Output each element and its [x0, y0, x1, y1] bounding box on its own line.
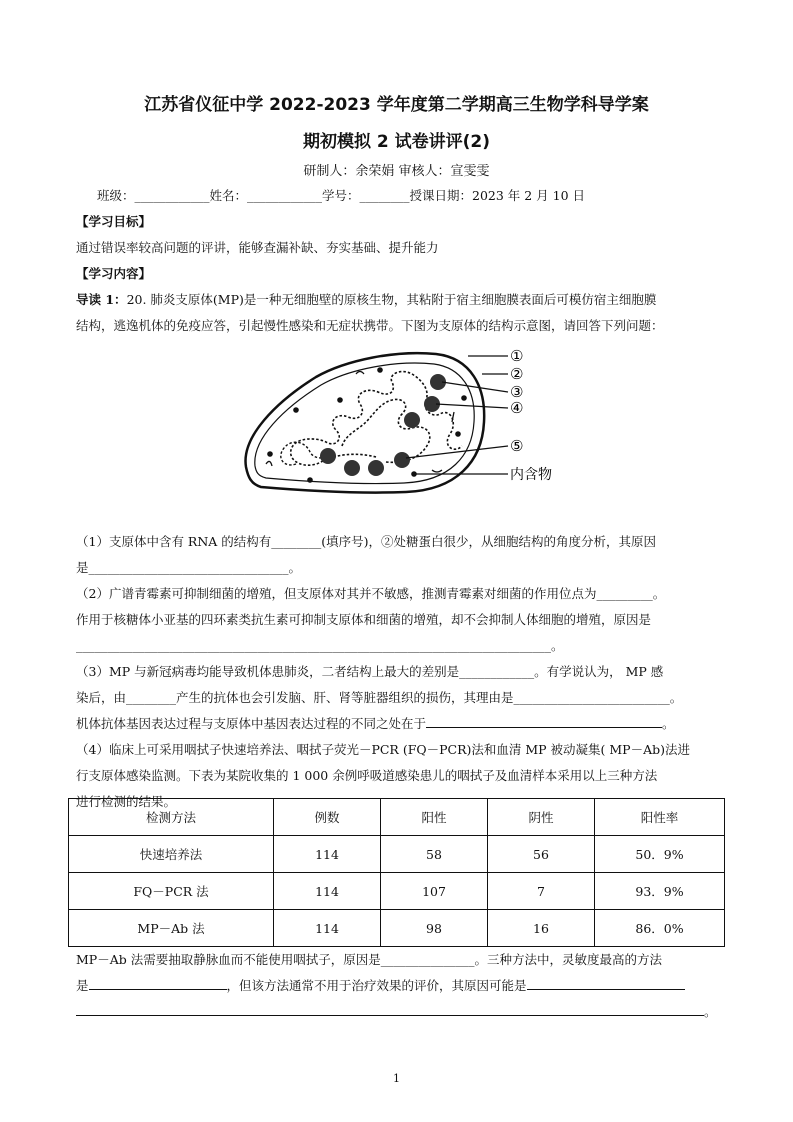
table-cell: 56: [488, 836, 595, 873]
table-cell: 7: [488, 873, 595, 910]
results-table: [68, 798, 725, 947]
document-title: 江苏省仪征中学 2022-2023 学年度第二学期高三生物学科导学案: [144, 95, 649, 115]
q3-line-3: 机体抗体基因表达过程与支原体中基因表达过程的不同之处在于 。: [76, 716, 675, 731]
q1-line-1: （1）支原体中含有 RNA 的结构有________(填序号)，②处糖蛋白很少，从细胞结构的角度分析，其原因: [76, 534, 657, 549]
page-number: 1: [393, 1072, 400, 1085]
after-line-2b: ，但该方法通常不用于治疗效果的评价，其原因可能是: [226, 978, 527, 993]
label-3: ③: [510, 383, 524, 401]
answer-blank: [527, 977, 685, 991]
table-header: 阳性: [381, 799, 488, 836]
table-row: [69, 836, 725, 873]
q4-line-1: （4）临床上可采用咽拭子快速培养法、咽拭子荧光－PCR (FQ－PCR)法和血清 MP 被动凝集( MP－Ab)法进: [76, 742, 690, 757]
table-header: 例数: [274, 799, 381, 836]
table-header: 检测方法: [69, 799, 274, 836]
answer-blank: [426, 715, 662, 729]
intro-line-2: 结构，逃逸机体的免疫应答，引起慢性感染和无症状携带。下图为支原体的结构示意图，请回答下列问题：: [76, 318, 664, 333]
after-line-2a: 是: [76, 978, 89, 993]
table-header: 阴性: [488, 799, 595, 836]
answer-blank: [89, 977, 227, 991]
table-cell: MP－Ab 法: [69, 910, 274, 947]
table-cell: FQ－PCR 法: [69, 873, 274, 910]
document-subtitle: 期初模拟 2 试卷讲评(2): [302, 132, 491, 152]
table-cell: 98: [381, 910, 488, 947]
after-line-1: MP－Ab 法需要抽取静脉血而不能使用咽拭子，原因是_______________。三种方法中，灵敏度最高的方法: [76, 952, 662, 967]
table-cell: 114: [274, 873, 381, 910]
table-cell: 93．9%: [595, 873, 725, 910]
q3-line-1: （3）MP 与新冠病毒均能导致机体患肺炎，二者结构上最大的差别是____________。有学说认为， MP 感: [76, 664, 664, 679]
q2-line-3: ____________________________________________________________________________。: [76, 638, 564, 653]
table-cell: 58: [381, 836, 488, 873]
q2-line-2: 作用于核糖体小亚基的四环素类抗生素可抑制支原体和细菌的增殖，却不会抑制人体细胞的增殖，原因是: [76, 612, 652, 627]
authors-line: 研制人：余荣娟 审核人：宣雯雯: [303, 164, 490, 179]
intro-label: 导读 1：: [76, 292, 127, 307]
table-cell: 114: [274, 836, 381, 873]
q1-line-2: 是________________________________。: [76, 560, 302, 575]
label-1: ①: [510, 347, 524, 365]
intro-line-1: [76, 290, 656, 308]
table-header: 阳性率: [595, 799, 725, 836]
after-line-2: [76, 976, 685, 994]
content-heading: 【学习内容】: [76, 266, 152, 281]
table-row: [69, 873, 725, 910]
table-header-row: [69, 799, 725, 836]
table-cell: 114: [274, 910, 381, 947]
q4-line-3: 进行检测的结果。: [76, 794, 177, 809]
label-4: ④: [510, 399, 524, 417]
label-inclusion: 内含物: [510, 467, 552, 483]
intro-text: 20. 肺炎支原体(MP)是一种无细胞壁的原核生物，其粘附于宿主细胞膜表面后可模仿宿主细胞膜: [126, 292, 657, 307]
label-2: ②: [510, 365, 524, 383]
q4-line-2: 行支原体感染监测。下表为某院收集的 1 000 余例呼吸道感染患儿的咽拭子及血清样本采用以上三种方法: [76, 768, 658, 783]
table-cell: 快速培养法: [69, 836, 274, 873]
label-5: ⑤: [510, 437, 524, 455]
q3-line-2: 染后，由________产生的抗体也会引发脑、肝、肾等脏器组织的损伤，其理由是_________________________。: [76, 690, 683, 705]
student-info-line: 班级：____________姓名：____________学号：________授课日期：2023 年 2 月 10 日: [97, 188, 586, 203]
table-cell: 16: [488, 910, 595, 947]
table-row: [69, 910, 725, 947]
q2-line-1: （2）广谱青霉素可抑制细菌的增殖，但支原体对其并不敏感，推测青霉素对细菌的作用位点为_________。: [76, 586, 666, 601]
mycoplasma-structure-diagram: [236, 342, 596, 502]
q3-line-3-text: 机体抗体基因表达过程与支原体中基因表达过程的不同之处在于: [76, 716, 427, 731]
table-cell: 107: [381, 873, 488, 910]
after-line-3: 。: [76, 1002, 717, 1020]
goals-heading: 【学习目标】: [76, 214, 152, 229]
goals-text: 通过错误率较高问题的评讲，能够查漏补缺、夯实基础、提升能力: [76, 240, 439, 255]
table-cell: 86．0%: [595, 910, 725, 947]
answer-blank: [76, 1003, 704, 1017]
table-cell: 50．9%: [595, 836, 725, 873]
